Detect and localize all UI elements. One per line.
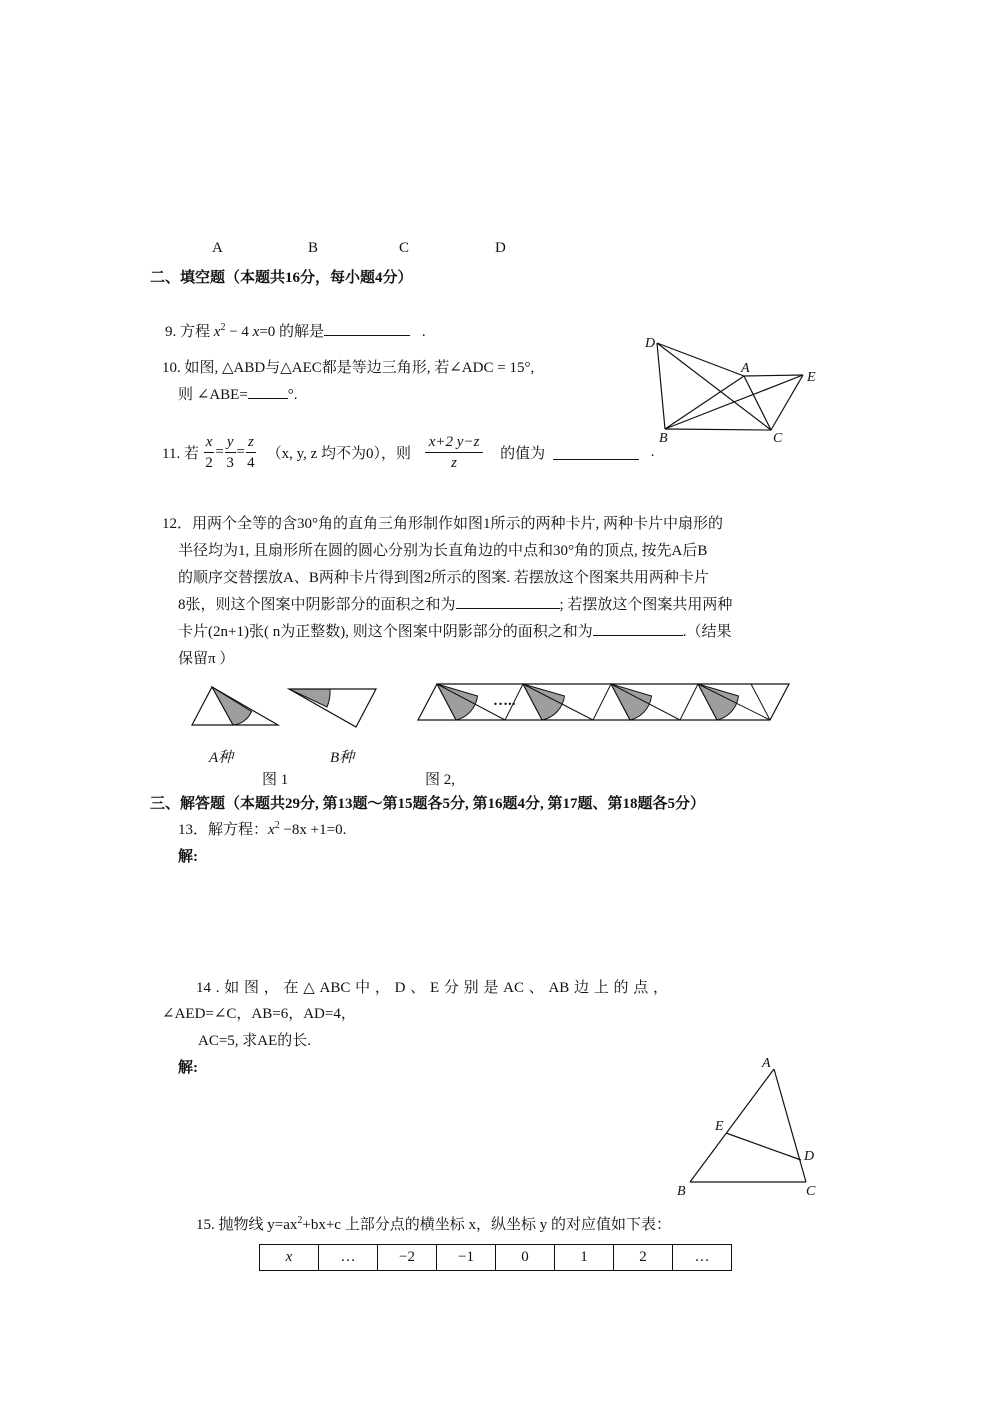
q10-label-e: E [807,370,816,385]
q10-label-a: A [741,361,750,376]
q10-label-b: B [659,431,668,446]
q10-line2-pre: 则 ∠ABE= [178,387,248,403]
q14-line1: 14 . 如 图 ， 在 △ ABC 中 ， D 、 E 分 别 是 AC 、 AB 边 上 的 点 ， [196,980,669,996]
q13-answer-label: 解: [178,849,198,865]
q11-eq1: = [215,444,224,460]
q10-line2-post: °. [287,387,298,403]
q13-text-post: −8x +1=0. [279,822,347,838]
q11-frac1-den: 2 [205,455,213,471]
q11-frac2-num: y [225,432,236,453]
q14-label-c: C [806,1184,816,1199]
q9-end: . [421,324,426,340]
value-table [259,1244,732,1271]
q13-var-x: x [268,822,275,838]
q12-line4-post: ; 若摆放这个图案共用两种 [559,597,733,613]
table-cell: 1 [555,1245,614,1271]
q11-prefix: 11. 若 [162,446,199,462]
table-cell: … [673,1245,732,1271]
q12-line3: 的顺序交替摆放A、B两种卡片得到图2所示的图案. 若摆放这个图案共用两种卡片 [178,570,709,586]
q10-label-d: D [645,336,656,351]
q10-line1: 10. 如图, △ABD与△AEC都是等边三角形, 若∠ADC = 15°, [162,360,535,376]
q14-seg-ac [774,1069,806,1182]
q11-eq2: = [236,444,245,460]
table-cell: −2 [378,1245,437,1271]
q9-expr-eq: =0 [259,324,276,340]
q14-seg-ab [690,1069,774,1182]
q9-prefix: 9. 方程 [165,324,211,340]
section2-heading: 二、填空题（本题共16分，每小题4分） [150,270,413,286]
q11-frac3-den: 4 [247,455,255,471]
q12-line5-pre: 卡片(2n+1)张( n为正整数), 则这个图案中阴影部分的面积之和为 [178,624,593,640]
q11-suffix: 的值为 [500,446,546,462]
q9-exponent: 2 [220,322,226,333]
table-row [260,1245,732,1271]
table-cell: 2 [614,1245,673,1271]
question-15 [196,1213,671,1234]
q13-exponent: 2 [274,820,280,831]
q11-end: . [650,444,655,460]
choice-label-a: A [212,240,223,256]
section3-heading: 三、解答题（本题共29分, 第13题～第15题各5分, 第16题4分, 第17题、第18题各5分） [150,796,706,812]
q14-label-e: E [715,1119,724,1134]
q15-exponent: 2 [297,1215,303,1226]
choice-label-b: B [308,240,319,256]
q9-var-x2: x [252,324,260,340]
figure-2-caption: 图 2, [425,772,456,788]
q11-condition: （x, y, z 均不为0），则 [266,446,412,462]
table-cell: … [319,1245,378,1271]
choice-label-d: D [495,240,506,256]
q15-text-pre: 15. 抛物线 y=ax [196,1217,298,1233]
q11-frac1-num: x [204,432,215,453]
choice-label-c: C [399,240,410,256]
fig2-dots: ….. [493,693,516,709]
table-cell: −1 [437,1245,496,1271]
q14-line3: AC=5, 求AE的长. [198,1033,312,1049]
q11-frac2-den: 3 [226,455,234,471]
q12-line1: 12．用两个全等的含30°角的直角三角形制作如图1所示的两种卡片, 两种卡片中扇形的 [162,516,724,532]
q14-seg-ed [726,1133,801,1160]
q13-text-pre: 13．解方程： [178,822,269,838]
q9-expr-minus4: − 4 [229,324,249,340]
figure-1-caption: 图 1 [262,772,289,788]
q14-label-a: A [762,1056,771,1071]
q14-label-b: B [677,1184,686,1199]
card-b-label-text: B种 [330,750,355,766]
q12-line5-post: .（结果 [682,624,732,640]
q9-suffix: 的解是 [279,324,325,340]
q14-answer-label: 解: [178,1060,198,1076]
q12-line2: 半径均为1, 且扇形所在圆的圆心分别为长直角边的中点和30°角的顶点, 按先A后B [178,543,708,559]
q12-line6: 保留π ） [178,651,235,667]
q14-line2: ∠AED=∠C，AB=6，AD=4， [162,1006,356,1022]
q15-text-post: +bx+c 上部分点的横坐标 x，纵坐标 y 的对应值如下表： [302,1217,671,1233]
q11-frac4-num: x+2 y−z [425,432,484,453]
q12-line4-pre: 8张，则这个图案中阴影部分的面积之和为 [178,597,456,613]
q11-frac4-den: z [451,455,458,471]
q11-frac3-num: z [246,432,256,453]
q9-var-x: x [213,324,221,340]
table-cell: x [260,1245,319,1271]
table-cell: 0 [496,1245,555,1271]
card-a-label-text: A种 [209,750,234,766]
q14-label-d: D [804,1149,815,1164]
q10-label-c: C [773,431,783,446]
